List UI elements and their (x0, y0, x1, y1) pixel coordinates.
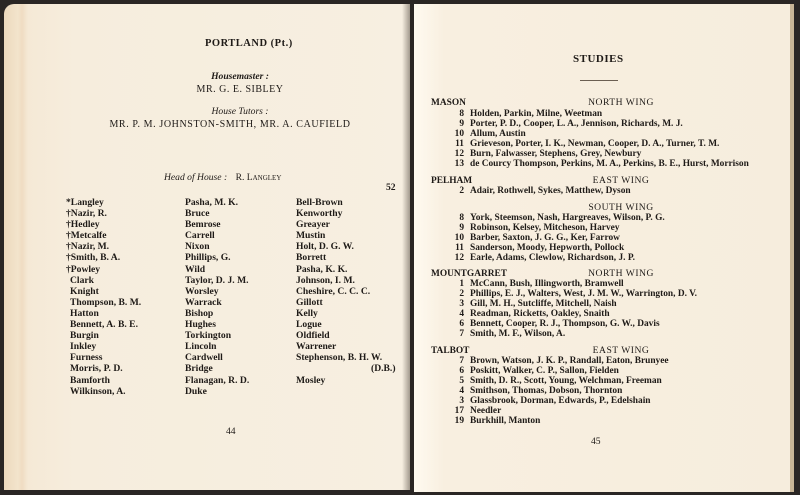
name-entry: †Powley (66, 263, 101, 275)
study-number: 3 (459, 299, 464, 309)
study-row (436, 386, 622, 397)
study-names: Barber, Saxton, J. G. G., Ker, Farrow (470, 233, 620, 243)
study-names: Glassbrook, Dorman, Edwards, P., Edelshain (470, 396, 651, 406)
study-number: 10 (454, 129, 464, 139)
name-entry: Clark (70, 274, 94, 286)
study-names: Holden, Parkin, Milne, Weetman (470, 109, 603, 119)
name-entry: Warrener (296, 341, 337, 353)
name-entry: Duke (185, 385, 207, 397)
study-names: Smith, M. F., Wilson, A. (470, 329, 566, 339)
name-entry: Bennett, A. B. E. (70, 319, 138, 331)
name-entry: Bridge (185, 363, 213, 375)
study-names: Robinson, Kelsey, Mitcheson, Harvey (470, 223, 620, 233)
name-entry: Burgin (70, 330, 99, 342)
name-entry: Gillott (296, 296, 323, 308)
name-entry: Wilkinson, A. (70, 385, 126, 397)
page-number-right: 45 (591, 436, 601, 447)
study-row (436, 356, 669, 367)
name-column-1 (66, 197, 141, 397)
head-of-house (164, 172, 281, 183)
housemaster-name: MR. G. E. SIBLEY (196, 84, 284, 95)
name-entry: Stephenson, B. H. W. (296, 352, 383, 364)
section-house-talbot: TALBOT (431, 346, 470, 356)
study-number: 11 (455, 243, 464, 253)
section-wing: EAST WING (592, 345, 650, 356)
name-entry: Flanagan, R. D. (185, 374, 250, 386)
name-entry: Wild (185, 263, 206, 275)
study-row (436, 223, 619, 234)
study-number: 12 (454, 149, 464, 159)
study-number: 5 (459, 376, 464, 386)
name-entry: Bamforth (70, 374, 110, 386)
name-entry: †Smith, B. A. (66, 252, 121, 264)
study-number: 8 (459, 109, 464, 119)
section-house-mountgarret: MOUNTGARRET (431, 269, 508, 279)
title-rule (580, 80, 618, 81)
name-entry: Hatton (70, 307, 99, 319)
study-number: 3 (459, 396, 464, 406)
name-entry: Bemrose (185, 219, 221, 231)
study-names: Earle, Adams, Clewlow, Richardson, J. P. (470, 253, 636, 263)
name-entry: Oldfield (296, 330, 330, 342)
study-names: Bennett, Cooper, R. J., Thompson, G. W., Davis (470, 319, 660, 329)
studies-title: STUDIES (573, 53, 624, 65)
study-row (436, 253, 635, 264)
study-row (436, 149, 641, 160)
tutors-names: MR. P. M. JOHNSTON-SMITH, MR. A. CAUFIELD (109, 119, 351, 130)
name-entry: Pasha, K. K. (296, 263, 348, 275)
study-row (436, 319, 660, 330)
study-names: Readman, Ricketts, Oakley, Snaith (470, 309, 610, 319)
study-row (436, 289, 697, 300)
study-row (436, 406, 501, 417)
study-number: 12 (454, 253, 464, 263)
study-row (436, 129, 526, 140)
study-row (436, 139, 719, 150)
name-entry: †Hedley (66, 219, 100, 231)
study-names: Allum, Austin (470, 129, 526, 139)
name-entry: Taylor, D. J. M. (185, 274, 249, 286)
study-names: Smithson, Thomas, Dobson, Thornton (470, 386, 623, 396)
study-row (436, 109, 602, 120)
study-row (436, 186, 631, 197)
study-row (436, 309, 610, 320)
name-entry: Johnson, I. M. (296, 274, 355, 286)
name-entry: Knight (70, 285, 99, 297)
tutors-label: House Tutors : (211, 106, 269, 117)
study-row (436, 243, 624, 254)
study-row (436, 396, 651, 407)
name-entry: Logue (296, 319, 322, 331)
study-number: 7 (459, 329, 464, 339)
study-names: Burkhill, Manton (470, 416, 541, 426)
study-names: Needler (470, 406, 502, 416)
study-number: 10 (454, 233, 464, 243)
study-number: 9 (459, 223, 464, 233)
study-row (436, 416, 540, 427)
name-entry: Inkley (70, 341, 97, 353)
page-number-left: 44 (226, 426, 236, 437)
name-entry: Kenworthy (296, 208, 343, 220)
name-entry: Mustin (296, 230, 326, 242)
study-names: York, Steemson, Nash, Hargreaves, Wilson, P. G. (470, 213, 665, 223)
study-number: 1 (459, 279, 464, 289)
study-number: 19 (454, 416, 464, 426)
name-entry: Mosley (296, 374, 326, 386)
section-wing: SOUTH WING (588, 202, 654, 213)
section-wing: EAST WING (592, 175, 650, 186)
study-row (436, 119, 683, 130)
study-row (436, 159, 749, 170)
name-entry: Borrett (296, 252, 327, 264)
name-entry: Lincoln (185, 341, 217, 353)
name-entry: Kelly (296, 307, 318, 319)
name-entry: Bell-Brown (296, 197, 343, 208)
study-number: 8 (459, 213, 464, 223)
study-number: 4 (459, 309, 464, 319)
housemaster-label: Housemaster : (211, 71, 269, 82)
study-row (436, 366, 619, 377)
name-entry: †Nazir, M. (66, 241, 110, 253)
study-names: Grieveson, Porter, I. K., Newman, Cooper, D. A., Turner, T. M. (470, 139, 720, 149)
study-names: Burn, Falwasser, Stephens, Grey, Newbury (470, 149, 642, 159)
name-entry: Carrell (185, 230, 215, 242)
name-entry: Morris, P. D. (70, 363, 123, 375)
name-entry-suffix: (D.B.) (371, 363, 396, 375)
name-entry: Greayer (296, 219, 330, 231)
name-entry: Hughes (185, 319, 216, 331)
name-entry: Worsley (185, 285, 219, 297)
study-names: Gill, M. H., Sutcliffe, Mitchell, Naish (470, 299, 617, 309)
study-names: Brown, Watson, J. K. P., Randall, Eaton, Brunyee (470, 356, 669, 366)
study-names: McCann, Bush, Illingworth, Bramwell (470, 279, 624, 289)
name-entry: Bishop (185, 307, 214, 319)
house-title: PORTLAND (Pt.) (205, 38, 293, 49)
study-number: 13 (454, 159, 464, 169)
study-names: Sanderson, Moody, Hepworth, Pollock (470, 243, 625, 253)
study-names: Smith, D. R., Scott, Young, Welchman, Freeman (470, 376, 662, 386)
study-number: 4 (459, 386, 464, 396)
study-names: de Courcy Thompson, Perkins, M. A., Perkins, B. E., Hurst, Morrison (470, 159, 749, 169)
study-row (436, 233, 620, 244)
name-entry: Thompson, B. M. (70, 296, 142, 308)
section-house-mason: MASON (431, 98, 466, 108)
name-column-2 (185, 197, 249, 397)
name-entry: Holt, D. G. W. (296, 241, 354, 253)
head-name: R. Langley (235, 172, 282, 183)
study-row (436, 376, 662, 387)
study-row (436, 329, 565, 340)
study-number: 2 (459, 186, 464, 196)
study-number: 6 (459, 366, 464, 376)
study-names: Phillips, E. J., Walters, West, J. M. W., Warrington, D. V. (470, 289, 698, 299)
section-wing: NORTH WING (588, 97, 654, 108)
section-wing: NORTH WING (588, 268, 654, 279)
name-entry: *Langley (66, 197, 104, 208)
name-entry: Phillips, G. (185, 252, 231, 264)
house-count: 52 (386, 182, 396, 193)
name-entry: Cardwell (185, 352, 223, 364)
name-entry: Warrack (185, 296, 222, 308)
name-entry: Bruce (185, 208, 210, 220)
name-entry: †Nazir, R. (66, 208, 107, 220)
name-entry: Torkington (185, 330, 232, 342)
name-entry: Pasha, M. K. (185, 197, 239, 208)
name-entry: Nixon (185, 241, 210, 253)
study-number: 2 (459, 289, 464, 299)
study-number: 11 (455, 139, 464, 149)
name-column-3 (296, 197, 396, 386)
name-entry: Cheshire, C. C. C. (296, 285, 371, 297)
study-names: Poskitt, Walker, C. P., Sallon, Fielden (470, 366, 619, 376)
study-row (436, 279, 624, 290)
study-names: Porter, P. D., Cooper, L. A., Jennison, Richards, M. J. (470, 119, 683, 129)
study-number: 6 (459, 319, 464, 329)
head-label: Head of House : (164, 172, 228, 183)
name-entry: Furness (70, 352, 103, 364)
study-number: 7 (459, 356, 464, 366)
study-names: Adair, Rothwell, Sykes, Matthew, Dyson (470, 186, 631, 196)
study-number: 9 (459, 119, 464, 129)
section-house-pelham: PELHAM (431, 176, 473, 186)
study-number: 17 (454, 406, 464, 416)
study-row (436, 213, 665, 224)
study-row (436, 299, 617, 310)
name-entry: †Metcalfe (66, 230, 107, 242)
